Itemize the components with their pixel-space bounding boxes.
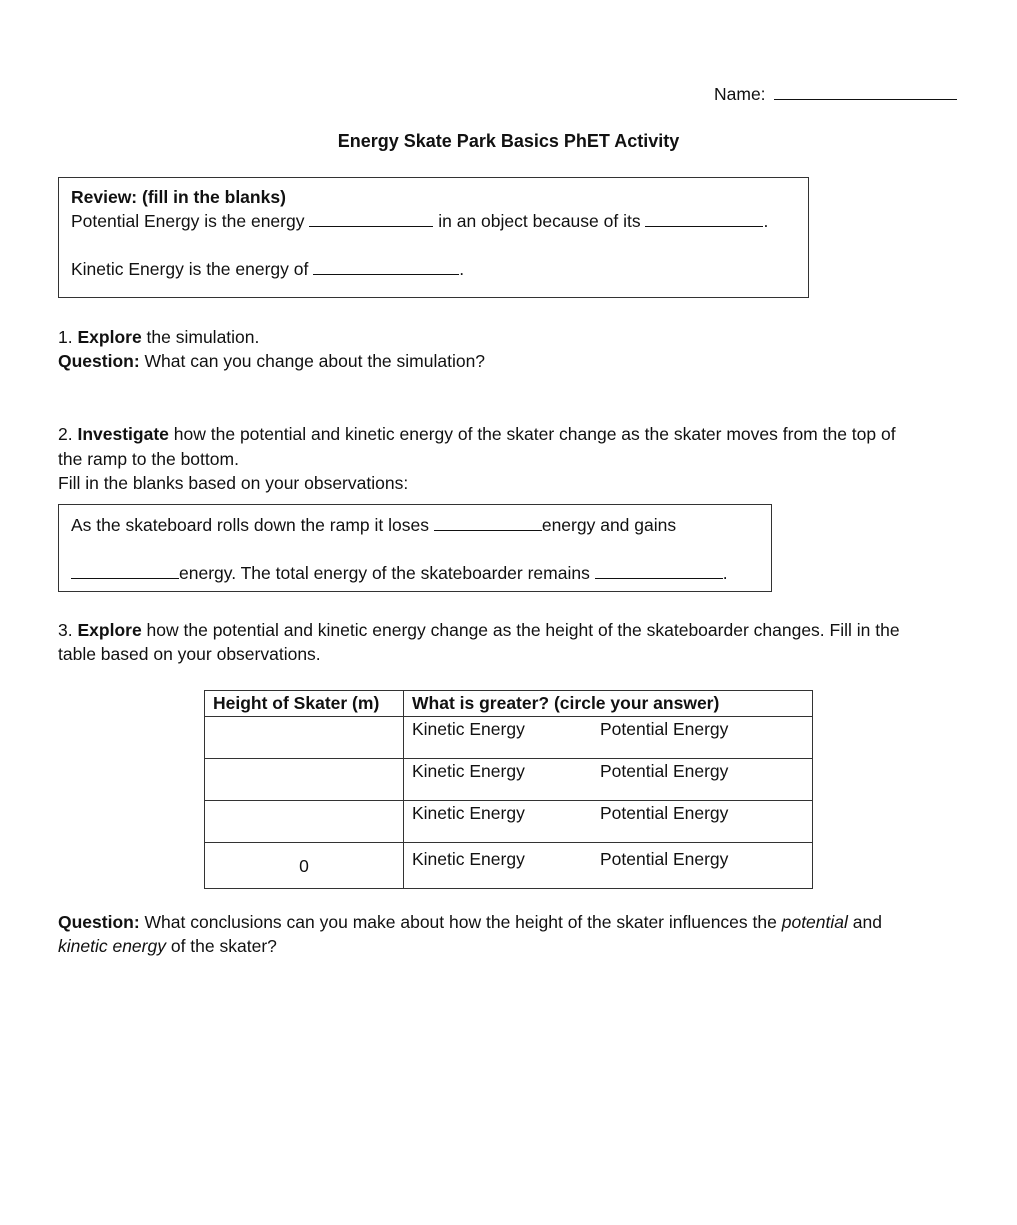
q1-question bbox=[58, 349, 485, 373]
height-energy-table bbox=[204, 690, 813, 889]
kinetic-energy-choice[interactable]: Kinetic Energy bbox=[412, 761, 525, 781]
blank-total-energy[interactable] bbox=[595, 562, 723, 579]
col-header-height: Height of Skater (m) bbox=[205, 691, 404, 717]
conclusion-text-a: What conclusions can you make about how the height of the skater influences the bbox=[139, 912, 782, 932]
obs-line1 bbox=[71, 513, 676, 537]
q2-instruction-line1 bbox=[58, 422, 896, 446]
obs-line1-text-a: As the skateboard rolls down the ramp it loses bbox=[71, 515, 429, 535]
q1-question-text: What can you change about the simulation? bbox=[139, 351, 486, 371]
blank-energy-lost[interactable] bbox=[434, 514, 542, 531]
choice-cell bbox=[404, 717, 813, 759]
table-row bbox=[205, 801, 813, 843]
conclusion-label: Question: bbox=[58, 912, 140, 932]
review-box bbox=[58, 177, 809, 298]
q3-number: 3. bbox=[58, 620, 73, 640]
conclusion-em-kinetic: kinetic energy bbox=[58, 936, 166, 956]
kinetic-energy-choice[interactable]: Kinetic Energy bbox=[412, 803, 525, 823]
review-heading: Review: (fill in the blanks) bbox=[71, 187, 286, 207]
q2-number: 2. bbox=[58, 424, 73, 444]
name-field bbox=[714, 82, 957, 106]
kinetic-energy-choice[interactable]: Kinetic Energy bbox=[412, 719, 525, 739]
potential-energy-choice[interactable]: Potential Energy bbox=[600, 761, 729, 781]
observation-box bbox=[58, 504, 772, 592]
choice-cell bbox=[404, 801, 813, 843]
blank-potential-position[interactable] bbox=[645, 210, 763, 227]
blank-kinetic-motion[interactable] bbox=[313, 258, 459, 275]
choice-cell bbox=[404, 843, 813, 889]
blank-energy-gained[interactable] bbox=[71, 562, 179, 579]
table-row bbox=[205, 843, 813, 889]
review-kinetic-text: Kinetic Energy is the energy of bbox=[71, 259, 309, 279]
conclusion-em-potential: potential bbox=[781, 912, 848, 932]
potential-energy-choice[interactable]: Potential Energy bbox=[600, 803, 729, 823]
obs-line2-text: energy. The total energy of the skateboarder remains bbox=[179, 563, 590, 583]
table-row bbox=[205, 759, 813, 801]
q3-instruction-line2: table based on your observations. bbox=[58, 644, 321, 664]
page-title: Energy Skate Park Basics PhET Activity bbox=[337, 131, 680, 151]
q2-instruction-line2: the ramp to the bottom. bbox=[58, 449, 239, 469]
q2-verb: Investigate bbox=[77, 424, 169, 444]
review-potential-text-b: in an object because of its bbox=[438, 211, 641, 231]
period: . bbox=[722, 563, 728, 583]
height-cell[interactable] bbox=[205, 801, 404, 843]
review-line-potential bbox=[71, 209, 768, 233]
q1-question-label: Question: bbox=[58, 351, 140, 371]
q3-instruction-line1 bbox=[58, 618, 900, 642]
review-line-kinetic bbox=[71, 257, 464, 281]
q1-number: 1. bbox=[58, 327, 73, 347]
q1-instruction bbox=[58, 325, 259, 349]
conclusion-text-b: and bbox=[847, 912, 882, 932]
height-cell[interactable] bbox=[205, 717, 404, 759]
q1-verb: Explore bbox=[77, 327, 142, 347]
conclusion-line1 bbox=[58, 910, 882, 934]
height-cell[interactable]: 0 bbox=[205, 843, 404, 889]
blank-potential-stored[interactable] bbox=[309, 210, 433, 227]
q3-verb: Explore bbox=[77, 620, 142, 640]
table-row bbox=[205, 717, 813, 759]
kinetic-energy-choice[interactable]: Kinetic Energy bbox=[412, 849, 525, 869]
q2-fill-instruction: Fill in the blanks based on your observations: bbox=[58, 473, 409, 493]
height-cell[interactable] bbox=[205, 759, 404, 801]
conclusion-text-c: of the skater? bbox=[165, 936, 277, 956]
period: . bbox=[459, 259, 465, 279]
potential-energy-choice[interactable]: Potential Energy bbox=[600, 719, 729, 739]
name-blank[interactable] bbox=[774, 83, 957, 100]
conclusion-line2 bbox=[58, 934, 277, 958]
table-header-row bbox=[205, 691, 813, 717]
potential-energy-choice[interactable]: Potential Energy bbox=[600, 849, 729, 869]
q2-text-line1: how the potential and kinetic energy of the skater change as the skater moves from the top of bbox=[168, 424, 896, 444]
q1-text: the simulation. bbox=[141, 327, 260, 347]
q3-text-line1: how the potential and kinetic energy change as the height of the skateboarder changes. Fill in the bbox=[141, 620, 900, 640]
period: . bbox=[763, 211, 769, 231]
review-potential-text-a: Potential Energy is the energy bbox=[71, 211, 305, 231]
obs-line2 bbox=[71, 561, 728, 585]
col-header-greater: What is greater? (circle your answer) bbox=[404, 691, 813, 717]
obs-line1-text-b: energy and gains bbox=[541, 515, 677, 535]
choice-cell bbox=[404, 759, 813, 801]
name-label: Name: bbox=[714, 84, 766, 104]
